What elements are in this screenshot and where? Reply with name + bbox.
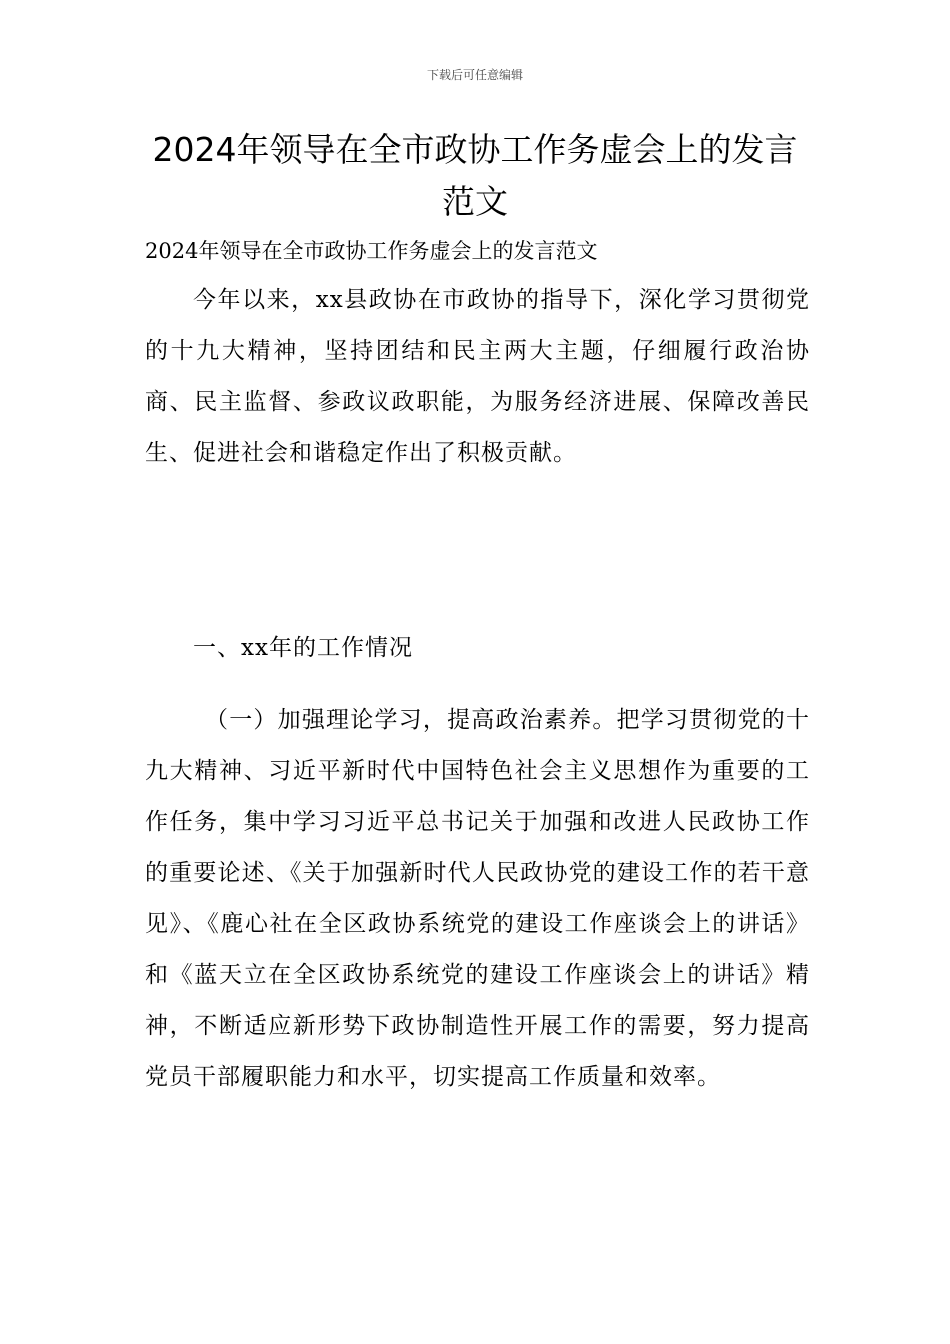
- section-heading: 一、xx年的工作情况: [193, 635, 413, 661]
- document-subtitle: 2024年领导在全市政协工作务虚会上的发言范文: [145, 239, 598, 263]
- header-note: 下载后可任意编辑: [426, 68, 523, 82]
- intro-paragraph: 今年以来，xx县政协在市政协的指导下，深化学习贯彻党的十九大精神，坚持团结和民主两大主题，仔细履行政治协商、民主监督、参政议政职能，为服务经济进展、保障改善民生、促进社会和谐稳定作出了积极贡献。: [145, 287, 810, 466]
- document-title: 2024年领导在全市政协工作务虚会上的发言范文: [152, 130, 798, 221]
- section-paragraph: （一）加强理论学习，提高政治素养。把学习贯彻党的十九大精神、习近平新时代中国特色社会主义思想作为重要的工作任务，集中学习习近平总书记关于加强和改进人民政协工作的重要论述、《关于加强新时代人民政协党的建设工作的若干意见》、《鹿心社在全区政协系统党的建设工作座谈会上的讲话》和《蓝天立在全区政协系统党的建设工作座谈会上的讲话》精神，不断适应新形势下政协制造性开展工作的需要，努力提高党员干部履职能力和水平，切实提高工作质量和效率。: [145, 707, 810, 1090]
